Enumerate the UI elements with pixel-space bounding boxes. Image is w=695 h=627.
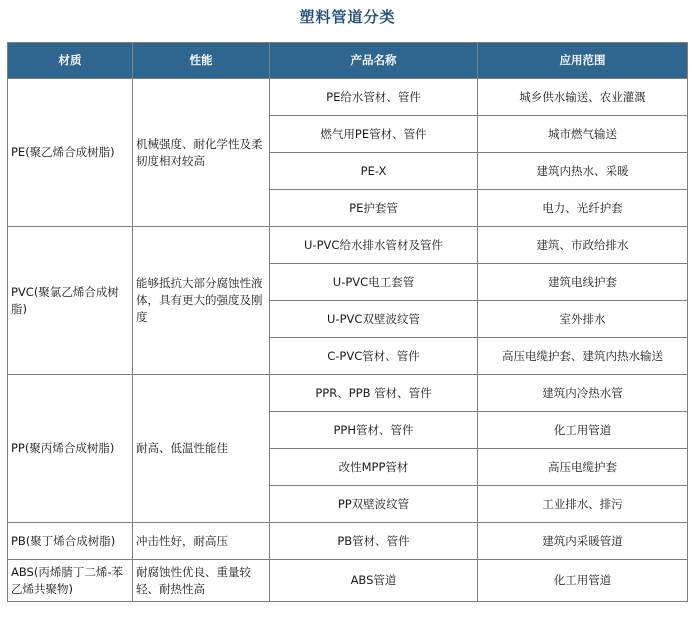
classification-table <box>7 42 688 602</box>
table-row <box>8 375 688 412</box>
application-cell: 城乡供水输送、农业灌溉 <box>478 79 688 116</box>
product-cell: U-PVC双壁波纹管 <box>270 301 478 338</box>
header-row <box>8 43 688 79</box>
product-cell: PPH管材、管件 <box>270 412 478 449</box>
product-cell: PPR、PPB 管材、管件 <box>270 375 478 412</box>
application-cell: 工业排水、排污 <box>478 486 688 523</box>
product-cell: C-PVC管材、管件 <box>270 338 478 375</box>
application-cell: 化工用管道 <box>478 412 688 449</box>
product-cell: U-PVC给水排水管材及管件 <box>270 227 478 264</box>
property-cell: 能够抵抗大部分腐蚀性液体，具有更大的强度及刚度 <box>133 227 270 375</box>
application-cell: 城市燃气输送 <box>478 116 688 153</box>
application-cell: 建筑内热水、采暖 <box>478 153 688 190</box>
header-application: 应用范围 <box>478 43 688 79</box>
product-cell: 燃气用PE管材、管件 <box>270 116 478 153</box>
material-cell: PP(聚丙烯合成树脂) <box>8 375 133 523</box>
table-row <box>8 523 688 560</box>
application-cell: 建筑内冷热水管 <box>478 375 688 412</box>
product-cell: PB管材、管件 <box>270 523 478 560</box>
product-cell: PE-X <box>270 153 478 190</box>
product-cell: ABS管道 <box>270 560 478 602</box>
application-cell: 建筑电线护套 <box>478 264 688 301</box>
header-product: 产品名称 <box>270 43 478 79</box>
table-row <box>8 560 688 602</box>
page-title: 塑料管道分类 <box>299 8 396 26</box>
material-cell: PE(聚乙烯合成树脂) <box>8 79 133 227</box>
application-cell: 电力、光纤护套 <box>478 190 688 227</box>
table-row <box>8 227 688 264</box>
product-cell: U-PVC电工套管 <box>270 264 478 301</box>
application-cell: 建筑内采暖管道 <box>478 523 688 560</box>
table-row <box>8 79 688 116</box>
application-cell: 建筑、市政给排水 <box>478 227 688 264</box>
header-material: 材质 <box>8 43 133 79</box>
property-cell: 耐高、低温性能佳 <box>133 375 270 523</box>
application-cell: 高压电缆护套 <box>478 449 688 486</box>
material-cell: PVC(聚氯乙烯合成树脂) <box>8 227 133 375</box>
header-property: 性能 <box>133 43 270 79</box>
property-cell: 冲击性好，耐高压 <box>133 523 270 560</box>
product-cell: 改性MPP管材 <box>270 449 478 486</box>
property-cell: 机械强度、耐化学性及柔韧度相对较高 <box>133 79 270 227</box>
property-cell: 耐腐蚀性优良、重量较轻、耐热性高 <box>133 560 270 602</box>
product-cell: PE护套管 <box>270 190 478 227</box>
material-cell: PB(聚丁烯合成树脂) <box>8 523 133 560</box>
material-cell: ABS(丙烯腈丁二烯-苯乙烯共聚物) <box>8 560 133 602</box>
application-cell: 室外排水 <box>478 301 688 338</box>
application-cell: 化工用管道 <box>478 560 688 602</box>
product-cell: PP双壁波纹管 <box>270 486 478 523</box>
product-cell: PE给水管材、管件 <box>270 79 478 116</box>
application-cell: 高压电缆护套、建筑内热水输送 <box>478 338 688 375</box>
